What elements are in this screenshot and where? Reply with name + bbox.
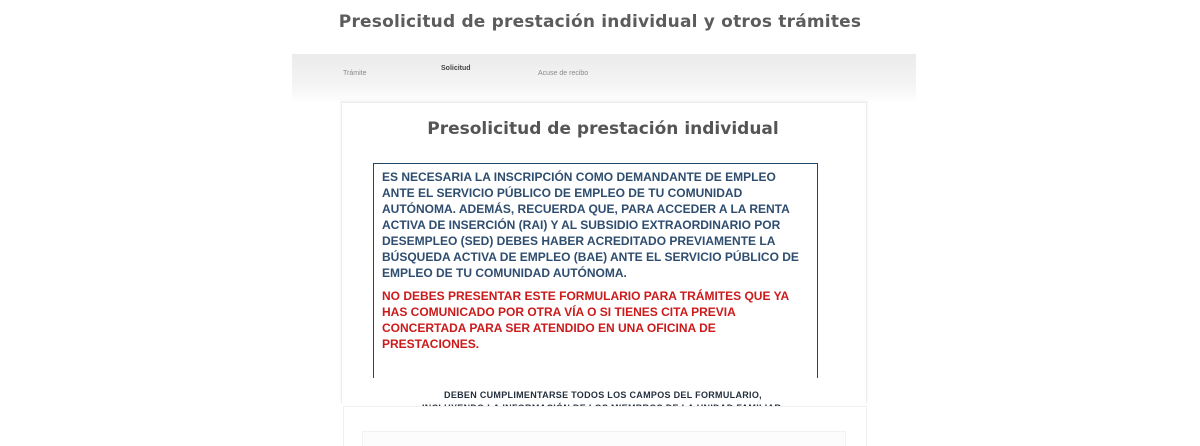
notice-warning-text: NO DEBES PRESENTAR ESTE FORMULARIO PARA TRÁMITES QUE YA HAS COMUNICADO POR OTRA VÍA O SI TIENES CITA PREVIA CONCERTADA PARA SER ATENDIDO EN UNA OFICINA DE PRESTACIONES. [382,289,789,351]
notice-info-text: ES NECESARIA LA INSCRIPCIÓN COMO DEMANDANTE DE EMPLEO ANTE EL SERVICIO PÚBLICO DE EMPLEO DE TU COMUNIDAD AUTÓNOMA. ADEMÁS, RECUERDA QUE, PARA ACCEDER A LA RENTA ACTIVA DE INSERCIÓN (RAI) Y AL SUBSIDIO EXTRAORDINARIO POR DESEMPLEO (SED) DEBES HABER ACREDITADO PREVIAMENTE LA BÚSQUEDA ACTIVA DE EMPLEO (BAE) ANTE EL SERVICIO PÚBLICO DE EMPLEO DE TU COMUNIDAD AUTÓNOMA. [382,170,799,280]
required-fields-note-line1: DEBEN CUMPLIMENTARSE TODOS LOS CAMPOS DEL FORMULARIO, [444,390,762,400]
steps-progress-bar [292,54,916,104]
notice-box [373,163,818,378]
step-solicitud: Solicitud [441,65,471,72]
step-acuse-de-recibo: Acuse de recibo [538,70,589,77]
page-title: Presolicitud de prestación individual y otros trámites [338,12,862,32]
step-tramite: Trámite [343,70,367,77]
form-field-area[interactable] [362,431,846,446]
card-title: Presolicitud de prestación individual [427,119,779,139]
